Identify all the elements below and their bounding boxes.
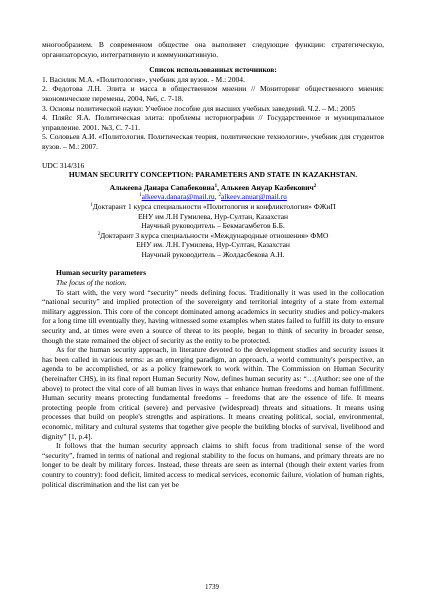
body-paragraph: It follows that the human security approach claims to shift focus from traditional sense of the word “security”, framed in terms of national and regional stability to the focus on humans, and primary threats are no longer to be dealt by military forces. Instead, these threats are seen as internal (though their extent varies from country to country): food deficit, limited access to medical services, economic failure, violation of human rights, political discrimination and the list can yet be (42, 441, 384, 489)
affiliation-text: Доктарант 3 курса специальности «Международные отношения» ФМО (100, 230, 329, 240)
author-name-1: Алькеева Данара Сапабековна (109, 182, 215, 192)
references-list (42, 75, 384, 152)
affiliation-text: ЕНУ им. Л.Н. Гумилева, Нур-Султан, Казахстан (136, 240, 290, 250)
reference-item: 3. Основы политической науки: Учебное пособие для высших учебных заведений. Ч.2. – М.: 2005 (42, 103, 356, 113)
email-sup-1: 1 (139, 193, 142, 199)
affiliation-line (42, 231, 384, 241)
reference-item: 2. Федотова Л.Н. Элита и масса в общественном мнении // Мониторинг общественного мнения: экономические перемены, 2004, №6, с. 7-18. (42, 84, 384, 103)
author-emails (42, 192, 384, 202)
reference-item: 4. Пляйс Я.А. Политическая элита: проблемы историографии // Государственное и муниципальное управление. 2001. №3, С. 7-11. (42, 113, 384, 132)
email-separator: , (214, 192, 219, 202)
references-title: Список использованных источников: (149, 65, 277, 75)
affiliation-text: Доктарант 1 курса специальности «Политология и конфликтология» ФЖиП (92, 201, 336, 211)
affiliation-line (42, 250, 384, 260)
author-names (42, 183, 384, 193)
author-sup-2: 2 (313, 183, 317, 189)
affiliation-text: ЕНУ им Л.Н Гумилева, Нур-Султан, Казахстан (137, 211, 289, 221)
email-sup-2: 2 (218, 193, 221, 199)
author-name-2: Алькеев Ануар Казбекович (220, 182, 314, 192)
page-content (42, 40, 384, 489)
reference-item: 5. Соловьев А.И. «Политология. Политическая теория, политические технологии», учебник для студентов вузов. – М.: 2007. (42, 132, 384, 151)
affiliation-sup: 1 (90, 202, 93, 208)
page-number: 1739 (205, 583, 219, 591)
author-separator: , (217, 182, 221, 192)
affiliation-sup: 2 (97, 231, 101, 237)
udc-code: UDC 314/316 (42, 160, 85, 170)
reference-item: 1. Василик М.А. «Политология», учебник для вузов. - М.: 2004. (42, 74, 245, 84)
section-subheading: The focus of the notion. (56, 278, 127, 288)
body-paragraph: To start with, the very word “security” needs defining focus. Traditionally it was used in the collocation “national security” and implied protection of the sovereignty and territorial integrity of a state from external military aggression. This core of the concept dominated among academics in security studies and policy-makers for a long time till eventually they, having witnessed some examples when states failed to fulfill its duty to ensure security and, at times were even a source of threat to its people, began to think of security in broader sense, though the state remained the object of security as the entity to be protected. (42, 287, 384, 345)
affiliation-text: Научный руководитель – Бекмагамбетов Б.Б. (141, 221, 285, 231)
affiliation-line (42, 221, 384, 231)
affiliation-text: Научный руководитель – Жолдасбекова А.Н. (141, 249, 285, 259)
affiliations (42, 202, 384, 260)
section-heading: Human security parameters (56, 268, 146, 278)
article-title: HUMAN SECURITY CONCEPTION: PARAMETERS AND STATE IN KAZAKHSTAN. (68, 170, 358, 180)
body-paragraph: As for the human security approach, in literature devoted to the development studies and security issues it has been called in various terms: as an emerging paradigm, an approach, a world community's perspective, an agenda to be accomplished, or as a policy framework to work within. The Commission on Human Security (hereinafter CHS), in its final report Human Security Now, defines human security as: “…(Author: see one of the above) to protect the vital core of all human lives in ways that enhance human freedoms and human fulfillment. Human security means protecting fundamental freedoms – freedoms that are the essence of life. It means protecting people from critical (severe) and pervasive (widespread) threats and situations. It means using processes that build on people's strengths and aspirations. It means creating political, social, environmental, economic, military and cultural systems that together give people the building blocks of survival, livelihood and dignity” [1, p.4]. (42, 345, 384, 441)
author-sup-1: 1 (214, 183, 218, 189)
affiliation-line (42, 240, 384, 250)
affiliation-line (42, 202, 384, 212)
email-link-2[interactable]: alkeev.anuar@mail.ru (220, 192, 287, 202)
continuation-paragraph: многообразием. В современном обществе она выполняет следующие функции: стратегическую, организаторскую, интегративную и коммуникативную. (42, 40, 384, 59)
email-link-1[interactable]: alkeeva.danara@mail.ru (141, 192, 215, 202)
affiliation-line (42, 212, 384, 222)
